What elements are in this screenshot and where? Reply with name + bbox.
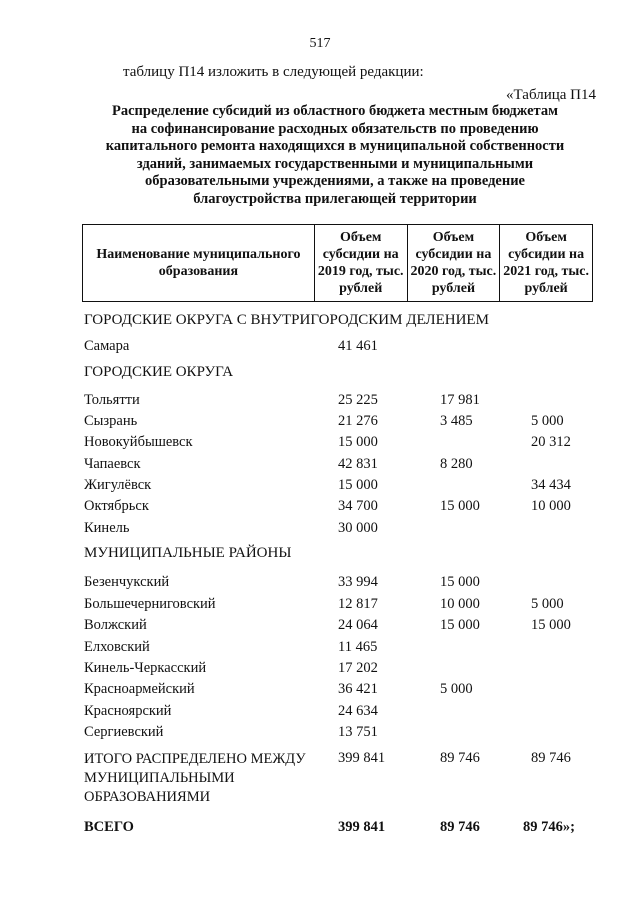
table-row <box>84 498 624 518</box>
table-reference: «Таблица П14 <box>506 87 596 103</box>
row-name: Безенчукский <box>84 574 170 590</box>
row-name: Большечерниговский <box>84 596 216 612</box>
row-name: Жигулёвск <box>84 477 152 493</box>
grand-total-2019: 399 841 <box>338 819 386 835</box>
row-value-2019: 21 276 <box>338 413 378 429</box>
total-value-2020: 89 746 <box>440 750 480 766</box>
row-value-2019: 12 817 <box>338 596 378 612</box>
section-heading: МУНИЦИПАЛЬНЫЕ РАЙОНЫ <box>84 545 292 561</box>
table-row <box>84 681 624 701</box>
intro-text: таблицу П14 изложить в следующей редакции: <box>123 64 424 80</box>
total-value-2021: 89 746 <box>531 750 571 766</box>
header-2021: Объем субсидии на 2021 год, тыс. рублей <box>500 225 593 302</box>
row-value-2019: 15 000 <box>338 477 378 493</box>
section-heading: ГОРОДСКИЕ ОКРУГА <box>84 364 234 380</box>
table-row <box>84 477 624 497</box>
row-value-2019: 30 000 <box>338 520 378 536</box>
row-value-2021: 10 000 <box>531 498 571 514</box>
table-row <box>84 434 624 454</box>
row-value-2019: 42 831 <box>338 456 378 472</box>
row-value-2019: 17 202 <box>338 660 378 676</box>
table-row <box>84 413 624 433</box>
row-value-2020: 15 000 <box>440 498 480 514</box>
table-title <box>95 103 575 208</box>
row-name: Чапаевск <box>84 456 141 472</box>
row-name: Сергиевский <box>84 724 164 740</box>
row-value-2020: 8 280 <box>440 456 473 472</box>
row-name: Тольятти <box>84 392 140 408</box>
row-name: Волжский <box>84 617 147 633</box>
table-row <box>84 596 624 616</box>
table-row <box>84 392 624 412</box>
title-line: на софинансирование расходных обязательств по проведению <box>131 120 539 137</box>
total-label-line: ИТОГО РАСПРЕДЕЛЕНО МЕЖДУ <box>84 751 306 767</box>
row-value-2019: 24 634 <box>338 703 378 719</box>
row-value-2019: 15 000 <box>338 434 378 450</box>
row-value-2021: 20 312 <box>531 434 571 450</box>
title-line: Распределение субсидий из областного бюджета местным бюджетам <box>112 103 558 119</box>
table-row <box>84 617 624 637</box>
row-value-2019: 33 994 <box>338 574 378 590</box>
table-row <box>84 724 624 744</box>
header-2020: Объем субсидии на 2020 год, тыс. рублей <box>407 225 500 302</box>
total-label-line: ОБРАЗОВАНИЯМИ <box>84 789 211 805</box>
table-row <box>84 574 624 594</box>
row-value-2020: 5 000 <box>440 681 473 697</box>
table-row <box>84 703 624 723</box>
header-name: Наименование муниципального образования <box>83 225 315 302</box>
row-name: Новокуйбышевск <box>84 434 193 450</box>
table-row <box>84 660 624 680</box>
row-value-2019: 34 700 <box>338 498 378 514</box>
title-line: зданий, занимаемых государственными и муниципальными <box>136 155 534 172</box>
section-heading: ГОРОДСКИЕ ОКРУГА С ВНУТРИГОРОДСКИМ ДЕЛЕНИЕМ <box>84 312 489 328</box>
row-name: Сызрань <box>84 413 138 429</box>
row-value-2020: 10 000 <box>440 596 480 612</box>
grand-total-2020: 89 746 <box>440 819 480 835</box>
row-value-2020: 15 000 <box>440 617 480 633</box>
row-name: Кинель-Черкасский <box>84 660 207 676</box>
row-value-2020: 17 981 <box>440 392 480 408</box>
table-header <box>82 224 593 302</box>
row-name: Красноярский <box>84 703 172 719</box>
row-value-2019: 25 225 <box>338 392 378 408</box>
table-row <box>84 338 624 358</box>
row-value-2020: 3 485 <box>440 413 473 429</box>
table-row <box>84 456 624 476</box>
row-value-2021: 15 000 <box>531 617 571 633</box>
grand-total-2021: 89 746»; <box>523 819 575 835</box>
grand-total-label: ВСЕГО <box>84 819 134 835</box>
row-value-2021: 5 000 <box>531 413 564 429</box>
row-name: Кинель <box>84 520 130 536</box>
row-value-2021: 34 434 <box>531 477 571 493</box>
row-value-2019: 36 421 <box>338 681 378 697</box>
row-name: Елховский <box>84 639 150 655</box>
total-label <box>84 750 306 807</box>
row-value-2019: 24 064 <box>338 617 378 633</box>
row-value-2019: 13 751 <box>338 724 378 740</box>
page-number: 517 <box>309 36 331 51</box>
title-line: капитального ремонта находящихся в муниципальной собственности <box>105 138 565 154</box>
row-name: Красноармейский <box>84 681 195 697</box>
table-row <box>84 520 624 540</box>
row-value-2019: 41 461 <box>338 338 378 354</box>
row-name: Октябрьск <box>84 498 149 514</box>
row-value-2019: 11 465 <box>338 639 378 655</box>
title-line: образовательными учреждениями, а также на проведение <box>145 173 525 189</box>
total-label-line: МУНИЦИПАЛЬНЫМИ <box>84 770 235 786</box>
row-value-2020: 15 000 <box>440 574 480 590</box>
row-value-2021: 5 000 <box>531 596 564 612</box>
header-2019: Объем субсидии на 2019 год, тыс. рублей <box>314 225 407 302</box>
row-name: Самара <box>84 338 130 354</box>
title-line: благоустройства прилегающей территории <box>193 190 477 207</box>
total-value-2019: 399 841 <box>338 750 386 766</box>
table-row <box>84 639 624 659</box>
